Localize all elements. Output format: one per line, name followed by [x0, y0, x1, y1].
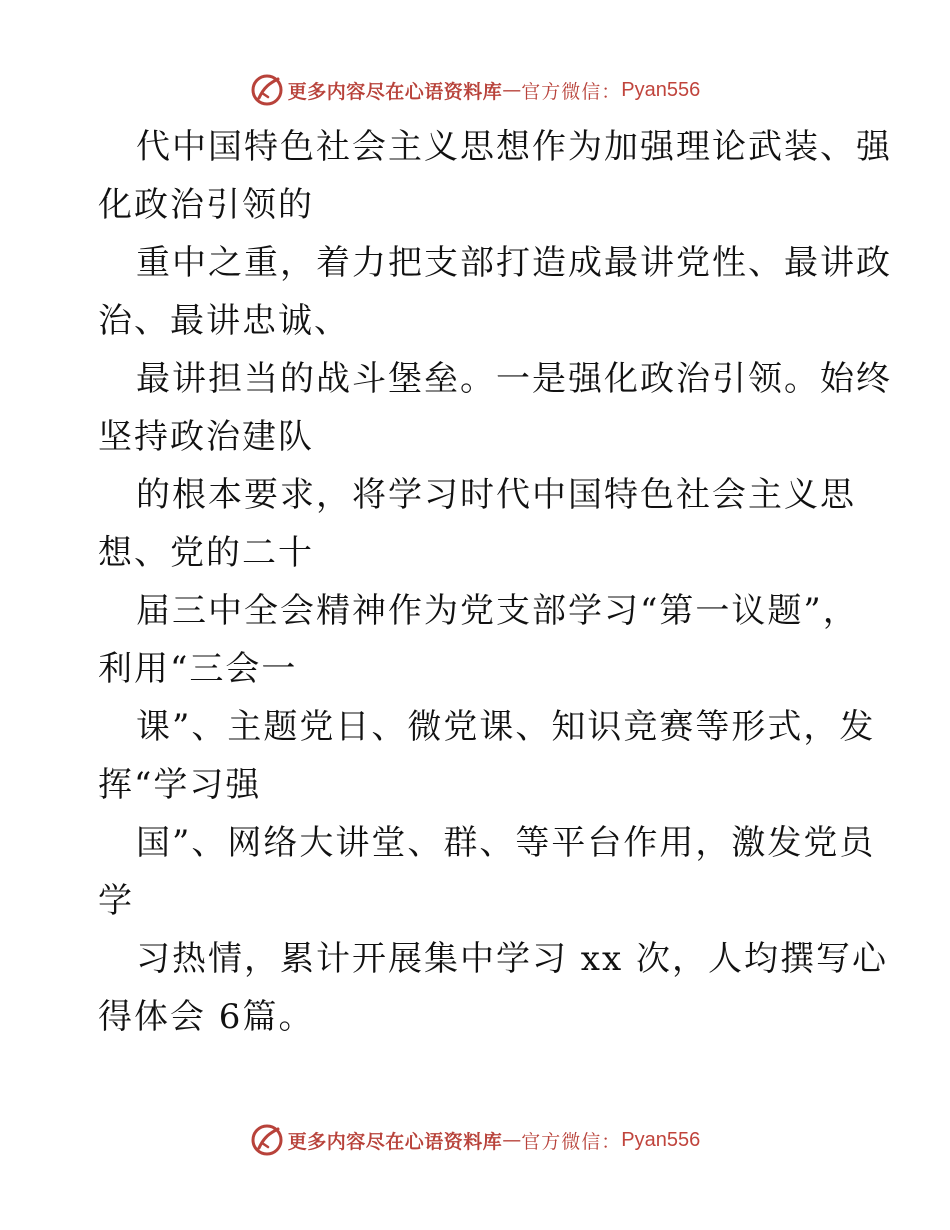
watermark-dash: — — [502, 79, 522, 101]
logo-icon — [250, 1123, 284, 1157]
text-line: 习热情，累计开展集中学习 xx 次，人均撰写心 — [136, 939, 888, 979]
text-line: 得体会 6篇。 — [98, 997, 315, 1037]
text-line: 化政治引领的 — [98, 185, 314, 225]
watermark-sub-text: 官方微信： — [521, 80, 622, 103]
footer-watermark — [0, 1120, 950, 1160]
watermark-sub-text: 官方微信： — [521, 1130, 622, 1153]
watermark-dash: — — [502, 1129, 522, 1151]
text-line: 想、党的二十 — [98, 533, 314, 573]
text-line: 挥“学习强 — [98, 765, 262, 805]
document-body — [98, 118, 892, 1046]
text-line: 国”、网络大讲堂、群、等平台作用，激发党员 — [136, 823, 876, 863]
text-line: 最讲担当的战斗堡垒。一是强化政治引领。始终 — [136, 359, 892, 399]
text-line: 坚持政治建队 — [98, 417, 314, 457]
text-line: 届三中全会精神作为党支部学习“第一议题”， — [136, 591, 859, 631]
text-line: 重中之重，着力把支部打造成最讲党性、最讲政 — [136, 243, 892, 283]
text-line: 利用“三会一 — [98, 649, 298, 689]
watermark-id: Pyan556 — [621, 1128, 701, 1151]
text-line: 学 — [98, 881, 134, 921]
watermark-id: Pyan556 — [621, 78, 701, 101]
text-line: 的根本要求，将学习时代中国特色社会主义思 — [136, 475, 856, 515]
watermark-main-text: 更多内容尽在心语资料库 — [287, 80, 503, 103]
text-line: 治、最讲忠诚、 — [98, 301, 350, 341]
watermark-main-text: 更多内容尽在心语资料库 — [287, 1130, 503, 1153]
header-watermark — [0, 70, 950, 110]
text-line: 代中国特色社会主义思想作为加强理论武装、强 — [136, 127, 892, 167]
logo-icon — [250, 73, 284, 107]
text-line: 课”、主题党日、微党课、知识竞赛等形式，发 — [136, 707, 876, 747]
